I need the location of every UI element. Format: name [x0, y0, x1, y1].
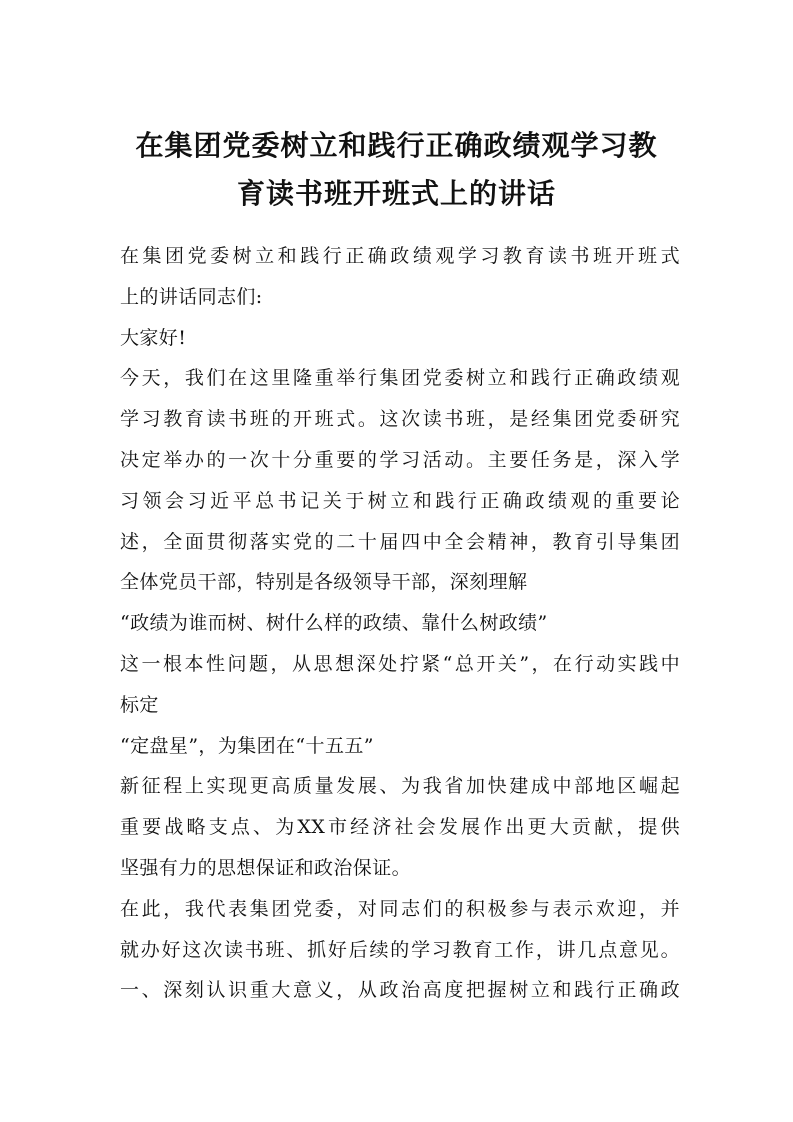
- document-title-line-1: 在集团党委树立和践行正确政绩观学习教: [135, 129, 658, 162]
- body-line: 决定举办的一次十分重要的学习活动。主要任务是，深入学: [120, 448, 680, 471]
- body-line: “政绩为谁而树、树什么样的政绩、靠什么树政绩”: [120, 612, 548, 635]
- body-line: 大家好!: [120, 326, 187, 349]
- body-line: 学习教育读书班的开班式。这次读书班，是经集团党委研究: [120, 408, 680, 431]
- document-title-line-2: 育读书班开班式上的讲话: [236, 177, 556, 210]
- body-line: 上的讲话同志们:: [120, 285, 263, 308]
- body-line: “定盘星”，为集团在“十五五”: [120, 734, 374, 757]
- body-line: 全体党员干部，特别是各级领导干部，深刻理解: [120, 571, 528, 594]
- body-line: 这一根本性问题，从思想深处拧紧“总开关”，在行动实践中: [120, 652, 680, 675]
- document-body: [120, 236, 680, 1011]
- body-line: 在集团党委树立和践行正确政绩观学习教育读书班开班式: [120, 245, 680, 267]
- body-line: 就办好这次读书班、抓好后续的学习教育工作，讲几点意见。: [120, 938, 680, 961]
- body-line: 今天，我们在这里隆重举行集团党委树立和践行正确政绩观: [120, 367, 680, 390]
- body-line: 新征程上实现更高质量发展、为我省加快建成中部地区崛起: [120, 775, 680, 798]
- body-line: 述，全面贯彻落实党的二十届四中全会精神，教育引导集团: [120, 530, 680, 553]
- body-line: 重要战略支点、为XX市经济社会发展作出更大贡献，提供: [120, 816, 680, 839]
- body-line: 坚强有力的思想保证和政治保证。: [120, 856, 412, 879]
- body-line: 在此，我代表集团党委，对同志们的积极参与表示欢迎，并: [120, 897, 680, 920]
- body-line: 习领会习近平总书记关于树立和践行正确政绩观的重要论: [120, 489, 680, 512]
- body-line: 一、深刻认识重大意义，从政治高度把握树立和践行正确政: [120, 979, 680, 1002]
- body-line: 标定: [120, 693, 159, 716]
